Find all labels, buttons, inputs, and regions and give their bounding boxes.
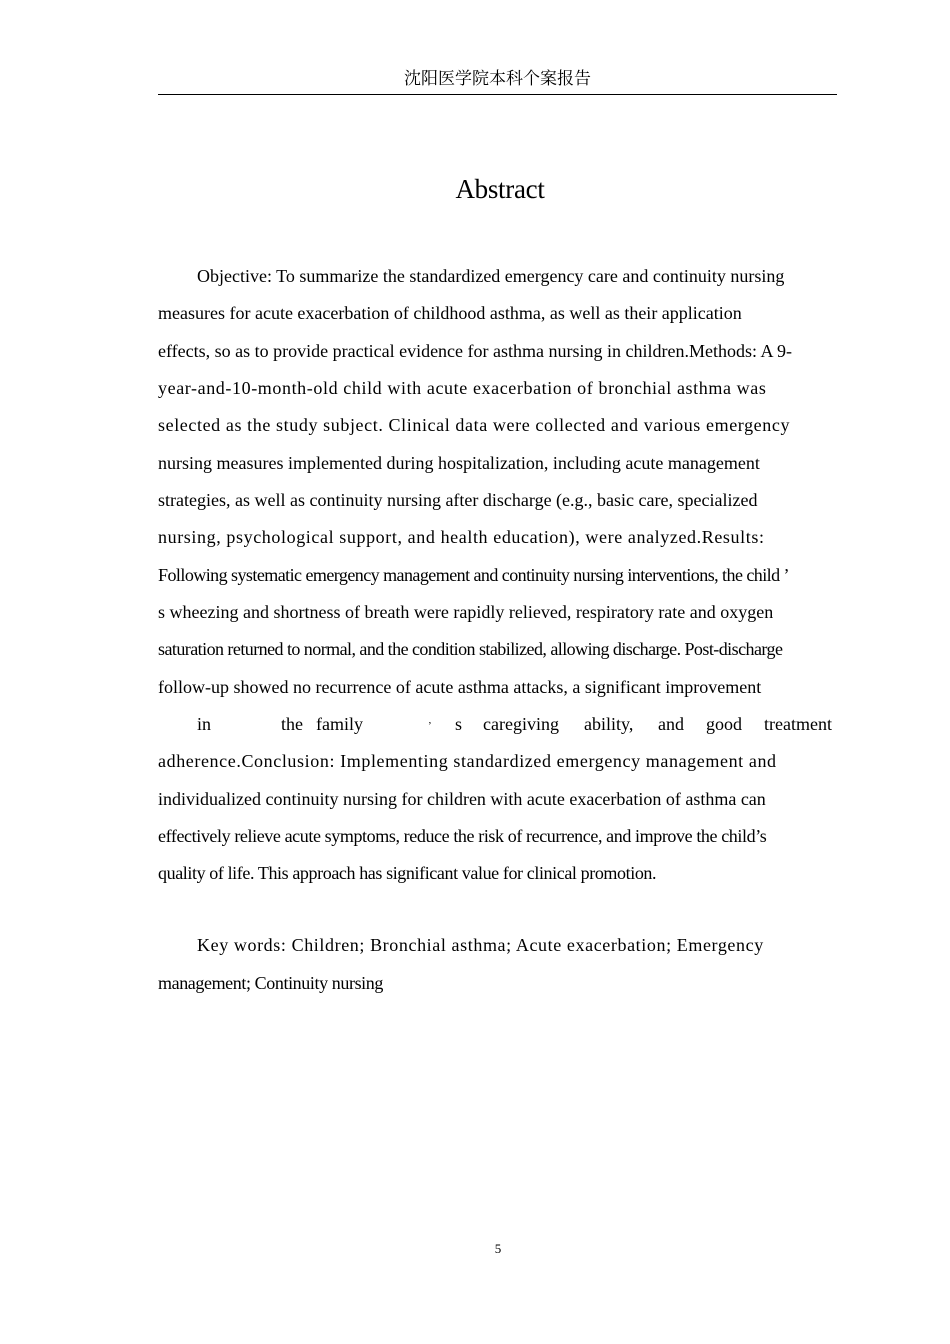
abstract-line: follow-up showed no recurrence of acute asthma attacks, a significant improvement bbox=[158, 677, 762, 697]
abstract-line: nursing measures implemented during hospitalization, including acute management bbox=[158, 453, 760, 473]
header-text: 沈阳医学院本科个案报告 bbox=[404, 69, 591, 89]
keywords-line: management; Continuity nursing bbox=[158, 973, 383, 993]
abstract-line: quality of life. This approach has significant value for clinical promotion. bbox=[158, 863, 657, 883]
justified-word: ’ bbox=[428, 720, 432, 732]
running-header bbox=[158, 68, 837, 95]
abstract-line: effectively relieve acute symptoms, reduce the risk of recurrence, and improve the child’s bbox=[158, 826, 767, 846]
justified-word: good bbox=[706, 714, 742, 734]
abstract-line: nursing, psychological support, and health education), were analyzed.Results: bbox=[158, 527, 765, 547]
abstract-justified-line bbox=[197, 712, 833, 736]
abstract-line: strategies, as well as continuity nursing after discharge (e.g., basic care, specialized bbox=[158, 490, 758, 510]
abstract-line: s wheezing and shortness of breath were rapidly relieved, respiratory rate and oxygen bbox=[158, 602, 774, 622]
abstract-line: Objective: To summarize the standardized emergency care and continuity nursing bbox=[197, 266, 785, 286]
justified-word: in bbox=[197, 714, 212, 734]
abstract-title: Abstract bbox=[455, 174, 545, 204]
abstract-line: adherence.Conclusion: Implementing standardized emergency management and bbox=[158, 751, 777, 771]
abstract-line: individualized continuity nursing for children with acute exacerbation of asthma can bbox=[158, 789, 766, 809]
abstract-line: saturation returned to normal, and the condition stabilized, allowing discharge. Post-discharge bbox=[158, 639, 783, 659]
justified-word: and bbox=[658, 714, 684, 734]
justified-word: caregiving bbox=[483, 714, 559, 734]
keywords-line: Key words: Children; Bronchial asthma; Acute exacerbation; Emergency bbox=[197, 935, 764, 955]
abstract-line: Following systematic emergency management and continuity nursing interventions, the child ’ bbox=[158, 565, 789, 585]
abstract-line: measures for acute exacerbation of childhood asthma, as well as their application bbox=[158, 303, 742, 323]
justified-word: the bbox=[281, 714, 303, 734]
justified-word: s bbox=[455, 714, 463, 734]
page-number: 5 bbox=[494, 1241, 502, 1256]
justified-word: treatment bbox=[764, 714, 832, 734]
abstract-line: selected as the study subject. Clinical data were collected and various emergency bbox=[158, 415, 791, 435]
abstract-line: effects, so as to provide practical evidence for asthma nursing in children.Methods: A 9- bbox=[158, 341, 792, 361]
justified-word: ability, bbox=[584, 714, 634, 734]
justified-word: family bbox=[316, 714, 363, 734]
abstract-line: year-and-10-month-old child with acute exacerbation of bronchial asthma was bbox=[158, 378, 767, 398]
